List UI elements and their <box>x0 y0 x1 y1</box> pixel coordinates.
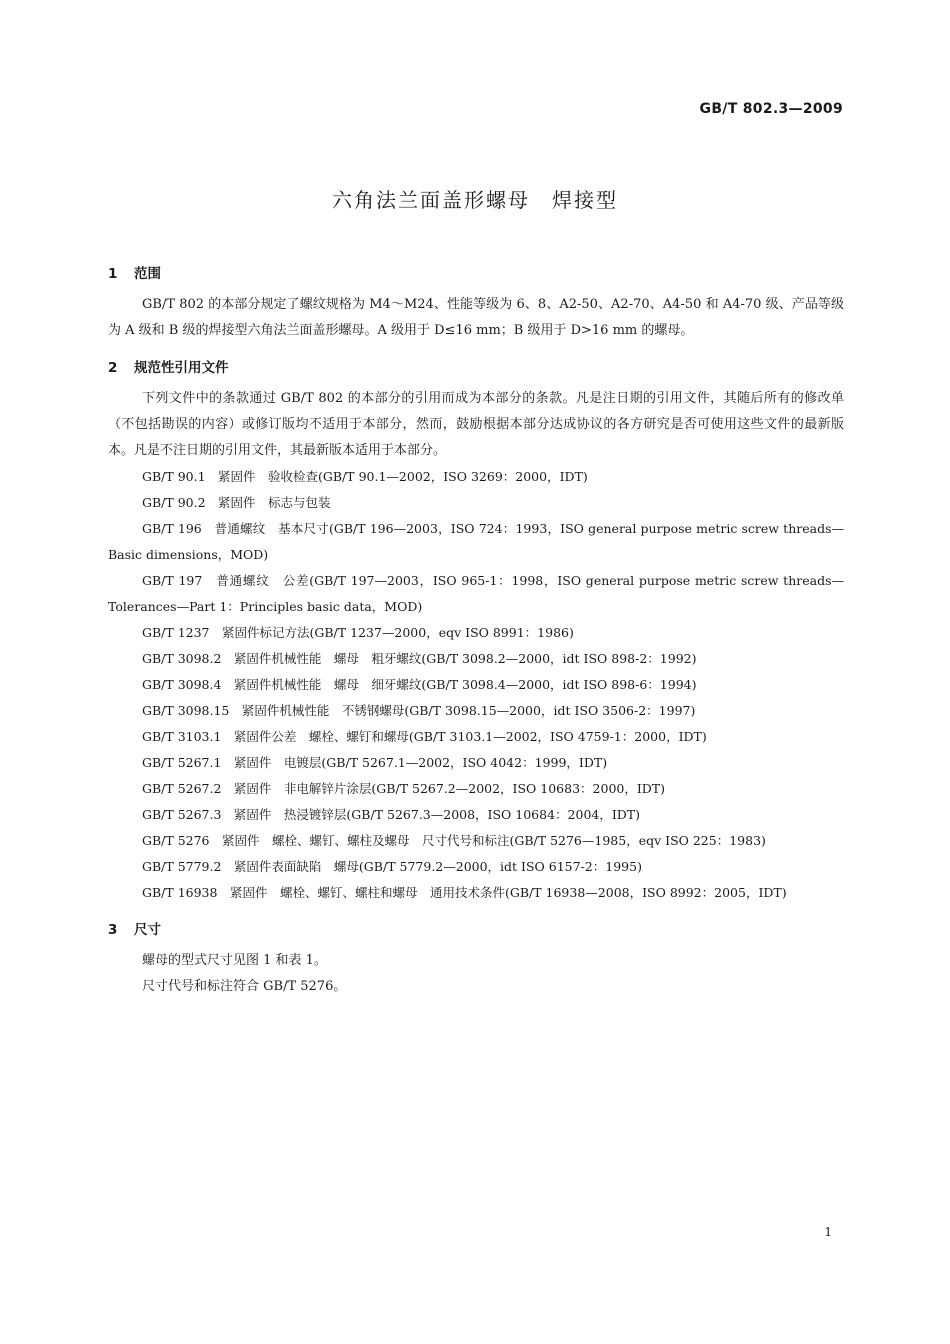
section-title: 尺寸 <box>134 922 161 938</box>
reference-item: GB/T 5276 紧固件 螺栓、螺钉、螺柱及螺母 尺寸代号和标注(GB/T 5276—1985，eqv ISO 225：1983) <box>142 833 766 848</box>
reference-item: GB/T 90.1 紧固件 验收检查(GB/T 90.1—2002，ISO 3269：2000，IDT) <box>142 469 588 484</box>
reference-item: GB/T 3098.15 紧固件机械性能 不锈钢螺母(GB/T 3098.15—2000，idt ISO 3506-2：1997) <box>142 703 696 718</box>
reference-item: GB/T 5267.1 紧固件 电镀层(GB/T 5267.1—2002，ISO 4042：1999，IDT) <box>142 755 608 770</box>
paragraph: 螺母的型式尺寸见图 1 和表 1。 <box>142 953 327 968</box>
page-number: 1 <box>824 1225 832 1239</box>
reference-item: GB/T 16938 紧固件 螺栓、螺钉、螺柱和螺母 通用技术条件(GB/T 16938—2008，ISO 8992：2005，IDT) <box>142 885 787 900</box>
section-number: 3 <box>108 922 118 938</box>
reference-item: GB/T 5267.2 紧固件 非电解锌片涂层(GB/T 5267.2—2002，ISO 10683：2000，IDT) <box>142 781 666 796</box>
reference-item: GB/T 90.2 紧固件 标志与包装 <box>142 495 331 510</box>
section-title: 范围 <box>134 266 161 282</box>
paragraph: 尺寸代号和标注符合 GB/T 5276。 <box>142 979 347 994</box>
reference-item: GB/T 5779.2 紧固件表面缺陷 螺母(GB/T 5779.2—2000，idt ISO 6157-2：1995) <box>142 859 642 874</box>
reference-list <box>108 464 844 906</box>
section-number: 2 <box>108 360 118 376</box>
document-body <box>108 256 844 1000</box>
reference-item: GB/T 3098.4 紧固件机械性能 螺母 细牙螺纹(GB/T 3098.4—2000，idt ISO 898-6：1994) <box>142 677 697 692</box>
reference-item: GB/T 3103.1 紧固件公差 螺栓、螺钉和螺母(GB/T 3103.1—2002，ISO 4759-1：2000，IDT) <box>142 729 707 744</box>
reference-item: GB/T 3098.2 紧固件机械性能 螺母 粗牙螺纹(GB/T 3098.2—2000，idt ISO 898-2：1992) <box>142 651 697 666</box>
paragraph: GB/T 802 的本部分规定了螺纹规格为 M4～M24、性能等级为 6、8、A2-50、A2-70、A4-50 和 A4-70 级、产品等级为 A 级和 B 级的焊接型六角法兰面盖形螺母。A 级用于 D≤16 mm；B 级用于 D>16 mm 的螺母。 <box>108 297 844 338</box>
section-dimensions <box>108 916 844 1000</box>
section-number: 1 <box>108 266 118 282</box>
section-heading <box>108 260 844 288</box>
section-title: 规范性引用文件 <box>134 360 229 376</box>
section-scope <box>108 260 844 344</box>
paragraph: 下列文件中的条款通过 GB/T 802 的本部分的引用而成为本部分的条款。凡是注日期的引用文件，其随后所有的修改单（不包括勘误的内容）或修订版均不适用于本部分，然而，鼓励根据本部分达成协议的各方研究是否可使用这些文件的最新版本。凡是不注日期的引用文件，其最新版本适用于本部分。 <box>108 391 844 458</box>
section-normative-references <box>108 354 844 906</box>
section-heading <box>108 354 844 382</box>
reference-item: GB/T 1237 紧固件标记方法(GB/T 1237—2000，eqv ISO 8991：1986) <box>142 625 574 640</box>
reference-item: GB/T 5267.3 紧固件 热浸镀锌层(GB/T 5267.3—2008，ISO 10684：2004，IDT) <box>142 807 641 822</box>
reference-item: GB/T 196 普通螺纹 基本尺寸(GB/T 196—2003，ISO 724：1993，ISO general purpose metric screw threads—Basic dimensions，MOD) <box>108 521 844 562</box>
reference-item: GB/T 197 普通螺纹 公差(GB/T 197—2003，ISO 965-1：1998，ISO general purpose metric screw threads—Tolerances—Part 1：Principles basic data，MOD) <box>108 573 844 614</box>
document-title: 六角法兰面盖形螺母 焊接型 <box>332 188 618 212</box>
section-heading <box>108 916 844 944</box>
standard-number: GB/T 802.3—2009 <box>699 101 843 117</box>
